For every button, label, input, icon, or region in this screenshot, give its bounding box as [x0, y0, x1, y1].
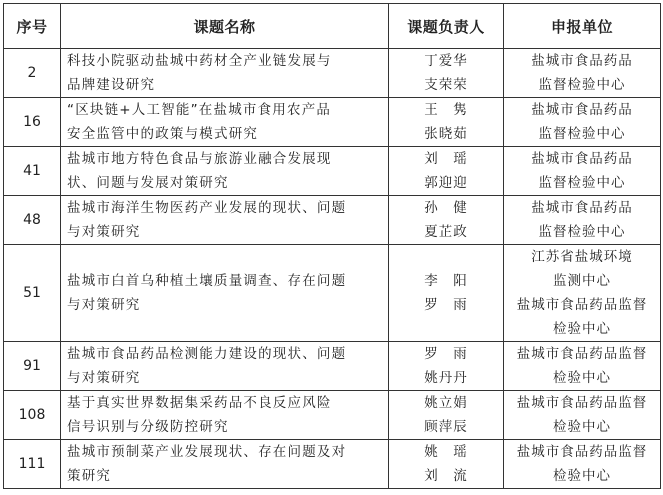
- row-leaders: 孙 健 夏芷政: [389, 196, 504, 245]
- row-leaders: 刘 瑶 郭迎迎: [389, 147, 504, 196]
- row-unit: 盐城市食品药品 监督检验中心: [504, 49, 661, 98]
- row-title: 盐城市白首乌种植土壤质量调查、存在问题 与对策研究: [61, 245, 389, 342]
- project-table: [3, 3, 661, 489]
- row-serial: 41: [4, 147, 61, 196]
- row-serial: 16: [4, 98, 61, 147]
- row-unit: 盐城市食品药品监督 检验中心: [504, 440, 661, 489]
- row-unit: 盐城市食品药品 监督检验中心: [504, 98, 661, 147]
- row-serial: 108: [4, 391, 61, 440]
- table-row: [4, 245, 661, 342]
- row-unit: 盐城市食品药品监督 检验中心: [504, 342, 661, 391]
- row-serial: 48: [4, 196, 61, 245]
- row-leaders: 罗 雨 姚丹丹: [389, 342, 504, 391]
- row-serial: 51: [4, 245, 61, 342]
- row-unit: 盐城市食品药品 监督检验中心: [504, 196, 661, 245]
- table-row: [4, 342, 661, 391]
- row-title: 盐城市海洋生物医药产业发展的现状、问题 与对策研究: [61, 196, 389, 245]
- header-title: 课题名称: [61, 4, 389, 49]
- row-title: 科技小院驱动盐城中药材全产业链发展与 品牌建设研究: [61, 49, 389, 98]
- table-row: [4, 391, 661, 440]
- header-unit: 申报单位: [504, 4, 661, 49]
- row-leaders: 李 阳 罗 雨: [389, 245, 504, 342]
- header-row: [4, 4, 661, 49]
- row-title: “区块链+人工智能”在盐城市食用农产品 安全监管中的政策与模式研究: [61, 98, 389, 147]
- row-leaders: 丁爱华 支荣荣: [389, 49, 504, 98]
- row-title: 盐城市地方特色食品与旅游业融合发展现 状、问题与发展对策研究: [61, 147, 389, 196]
- header-serial: 序号: [4, 4, 61, 49]
- table-row: [4, 49, 661, 98]
- row-title: 盐城市食品药品检测能力建设的现状、问题 与对策研究: [61, 342, 389, 391]
- row-serial: 111: [4, 440, 61, 489]
- row-unit: 盐城市食品药品 监督检验中心: [504, 147, 661, 196]
- row-serial: 2: [4, 49, 61, 98]
- row-title: 盐城市预制菜产业发展现状、存在问题及对 策研究: [61, 440, 389, 489]
- row-title: 基于真实世界数据集采药品不良反应风险 信号识别与分级防控研究: [61, 391, 389, 440]
- table-row: [4, 147, 661, 196]
- row-unit: 盐城市食品药品监督 检验中心: [504, 391, 661, 440]
- row-serial: 91: [4, 342, 61, 391]
- table-row: [4, 196, 661, 245]
- row-leaders: 王 隽 张晓茹: [389, 98, 504, 147]
- row-unit: 江苏省盐城环境 监测中心 盐城市食品药品监督 检验中心: [504, 245, 661, 342]
- table-row: [4, 440, 661, 489]
- row-leaders: 姚立娟 顾萍辰: [389, 391, 504, 440]
- row-leaders: 姚 瑶 刘 流: [389, 440, 504, 489]
- header-leader: 课题负责人: [389, 4, 504, 49]
- table-row: [4, 98, 661, 147]
